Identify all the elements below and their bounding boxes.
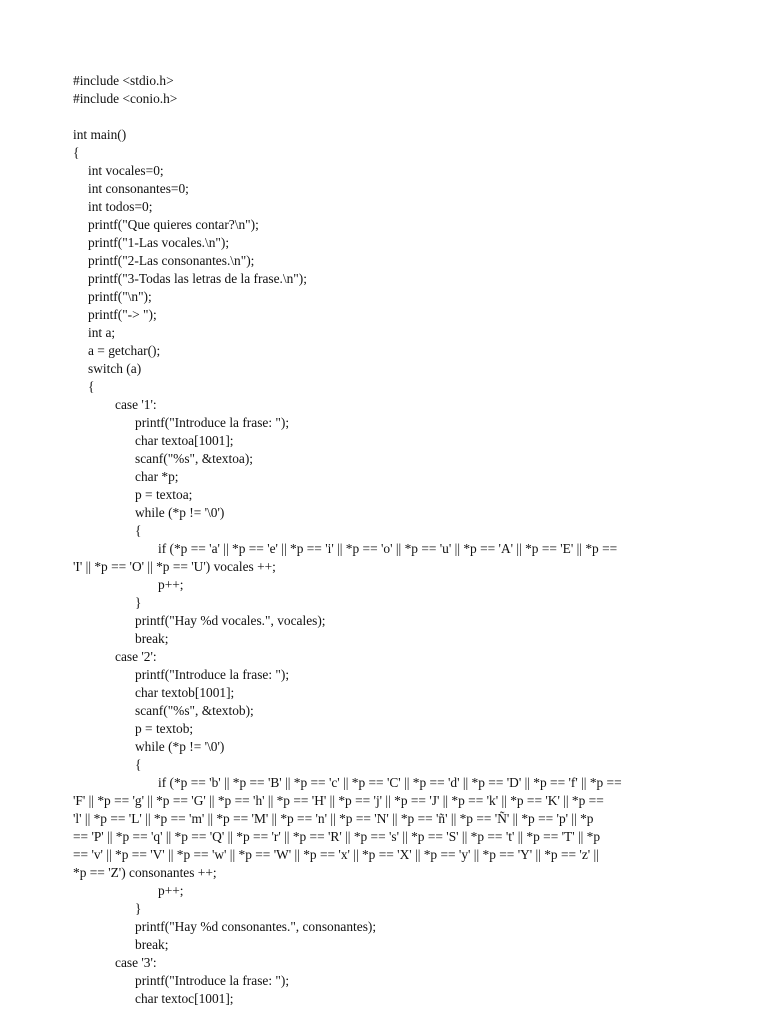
- code-line: printf("Que quieres contar?\n");: [88, 217, 259, 232]
- code-line: #include <conio.h>: [73, 91, 178, 106]
- code-line: printf("\n");: [88, 289, 152, 304]
- code-line: a = getchar();: [88, 343, 161, 358]
- code-line: {: [135, 757, 142, 772]
- code-line: [73, 108, 695, 126]
- code-line: printf("Introduce la frase: ");: [135, 415, 290, 430]
- code-line: break;: [135, 631, 169, 646]
- code-line: switch (a): [88, 361, 142, 376]
- code-line: printf("Introduce la frase: ");: [135, 973, 290, 988]
- code-line: char *p;: [135, 469, 179, 484]
- code-line: scanf("%s", &textoa);: [135, 451, 254, 466]
- code-line: printf("Introduce la frase: ");: [135, 667, 290, 682]
- code-line: if (*p == 'a' || *p == 'e' || *p == 'i' || *p == 'o' || *p == 'u' || *p == 'A' || *p == 'E' || *p ==: [158, 541, 618, 556]
- code-line: char textoc[1001];: [135, 991, 234, 1006]
- code-line: 'F' || *p == 'g' || *p == 'G' || *p == 'h' || *p == 'H' || *p == 'j' || *p == 'J' || *p == 'k' || *p == 'K' || *p ==: [73, 793, 604, 808]
- code-line: break;: [135, 937, 169, 952]
- code-line: {: [88, 379, 95, 394]
- code-line: printf("Hay %d vocales.", vocales);: [135, 613, 326, 628]
- code-line: int consonantes=0;: [88, 181, 189, 196]
- code-line: {: [135, 523, 142, 538]
- code-line: printf("1-Las vocales.\n");: [88, 235, 230, 250]
- code-line: printf("2-Las consonantes.\n");: [88, 253, 255, 268]
- code-line: char textoa[1001];: [135, 433, 234, 448]
- code-listing: [73, 72, 695, 1008]
- code-line: p++;: [158, 883, 184, 898]
- code-line: if (*p == 'b' || *p == 'B' || *p == 'c' || *p == 'C' || *p == 'd' || *p == 'D' || *p == 'f' || *p ==: [158, 775, 622, 790]
- code-line: 'I' || *p == 'O' || *p == 'U') vocales ++;: [73, 559, 276, 574]
- code-line: printf("3-Todas las letras de la frase.\n");: [88, 271, 307, 286]
- code-line: printf("-> ");: [88, 307, 157, 322]
- code-line: case '2':: [115, 649, 157, 664]
- code-line: {: [73, 145, 80, 160]
- code-line: printf("Hay %d consonantes.", consonantes);: [135, 919, 377, 934]
- code-line: case '3':: [115, 955, 157, 970]
- code-line: 'l' || *p == 'L' || *p == 'm' || *p == 'M' || *p == 'n' || *p == 'N' || *p == 'ñ' || *p == 'Ñ' || *p == 'p' || *p: [73, 811, 594, 826]
- code-line: int a;: [88, 325, 116, 340]
- code-line: #include <stdio.h>: [73, 73, 174, 88]
- code-line: p = textoa;: [135, 487, 193, 502]
- code-line: p++;: [158, 577, 184, 592]
- code-line: int main(): [73, 127, 127, 142]
- code-line: *p == 'Z') consonantes ++;: [73, 865, 217, 880]
- code-line: == 'P' || *p == 'q' || *p == 'Q' || *p == 'r' || *p == 'R' || *p == 's' || *p == 'S' || *p == 't' || *p == 'T' || *p: [73, 829, 601, 844]
- code-line: while (*p != '\0'): [135, 505, 225, 520]
- code-line: int vocales=0;: [88, 163, 164, 178]
- code-line: == 'v' || *p == 'V' || *p == 'w' || *p == 'W' || *p == 'x' || *p == 'X' || *p == 'y' || *p == 'Y' || *p == 'z' ||: [73, 847, 599, 862]
- code-line: char textob[1001];: [135, 685, 235, 700]
- code-line: }: [135, 901, 142, 916]
- code-line: }: [135, 595, 142, 610]
- code-line: case '1':: [115, 397, 157, 412]
- code-line: p = textob;: [135, 721, 194, 736]
- code-line: int todos=0;: [88, 199, 153, 214]
- code-line: scanf("%s", &textob);: [135, 703, 254, 718]
- code-line: while (*p != '\0'): [135, 739, 225, 754]
